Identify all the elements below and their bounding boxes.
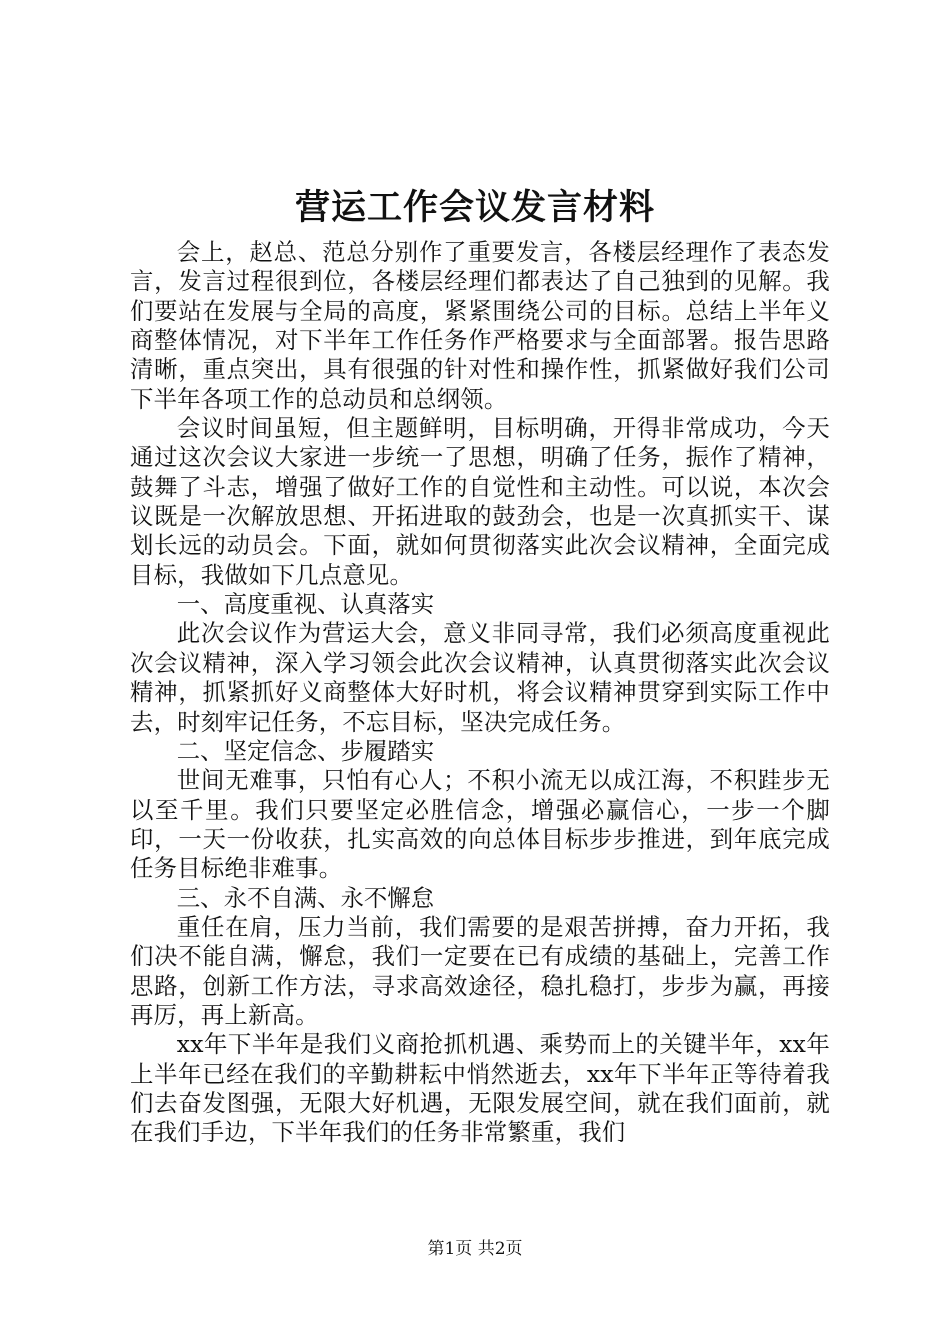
paragraph-1: 会上，赵总、范总分别作了重要发言，各楼层经理作了表态发言，发言过程很到位，各楼层经理们都表达了自己独到的见解。我们要站在发展与全局的高度，紧紧围绕公司的目标。总结上半年义商整体情况，对下半年工作任务作严格要求与全面部署。报告思路清晰，重点突出，具有很强的针对性和操作性，抓紧做好我们公司下半年各项工作的总动员和总纲领。 (130, 238, 830, 413)
page-footer: 第1页 共2页 (427, 1239, 523, 1259)
document-body (130, 238, 830, 1148)
document-title: 营运工作会议发言材料 (294, 187, 655, 228)
section-heading-1: 一、高度重视、认真落实 (176, 590, 435, 619)
paragraph-5: 重任在肩，压力当前，我们需要的是艰苦拼搏，奋力开拓，我们决不能自满，懈怠，我们一定要在已有成绩的基础上，完善工作思路，创新工作方法，寻求高效途径，稳扎稳打，步步为赢，再接再厉，再上新高。 (130, 912, 830, 1029)
paragraph-4: 世间无难事，只怕有心人；不积小流无以成江海，不积跬步无以至千里。我们只要坚定必胜信念，增强必赢信心，一步一个脚印，一天一份收获，扎实高效的向总体目标步步推进，到年底完成任务目标绝非难事。 (130, 766, 830, 883)
paragraph-6: xx年下半年是我们义商抢抓机遇、乘势而上的关键半年，xx年上半年已经在我们的辛勤耕耘中悄然逝去，xx年下半年正等待着我们去奋发图强，无限大好机遇，无限发展空间，就在我们面前，就在我们手边，下半年我们的任务非常繁重，我们 (130, 1030, 830, 1147)
section-heading-3: 三、永不自满、永不懈怠 (176, 883, 435, 912)
paragraph-2: 会议时间虽短，但主题鲜明，目标明确，开得非常成功，今天通过这次会议大家进一步统一了思想，明确了任务，振作了精神，鼓舞了斗志，增强了做好工作的自觉性和主动性。可以说，本次会议既是一次解放思想、开拓进取的鼓劲会，也是一次真抓实干、谋划长远的动员会。下面，就如何贯彻落实此次会议精神，全面完成目标，我做如下几点意见。 (130, 414, 830, 589)
paragraph-3: 此次会议作为营运大会，意义非同寻常，我们必须高度重视此次会议精神，深入学习领会此次会议精神，认真贯彻落实此次会议精神，抓紧抓好义商整体大好时机，将会议精神贯穿到实际工作中去，时刻牢记任务，不忘目标，坚决完成任务。 (130, 619, 830, 736)
section-heading-2: 二、坚定信念、步履踏实 (176, 736, 435, 765)
